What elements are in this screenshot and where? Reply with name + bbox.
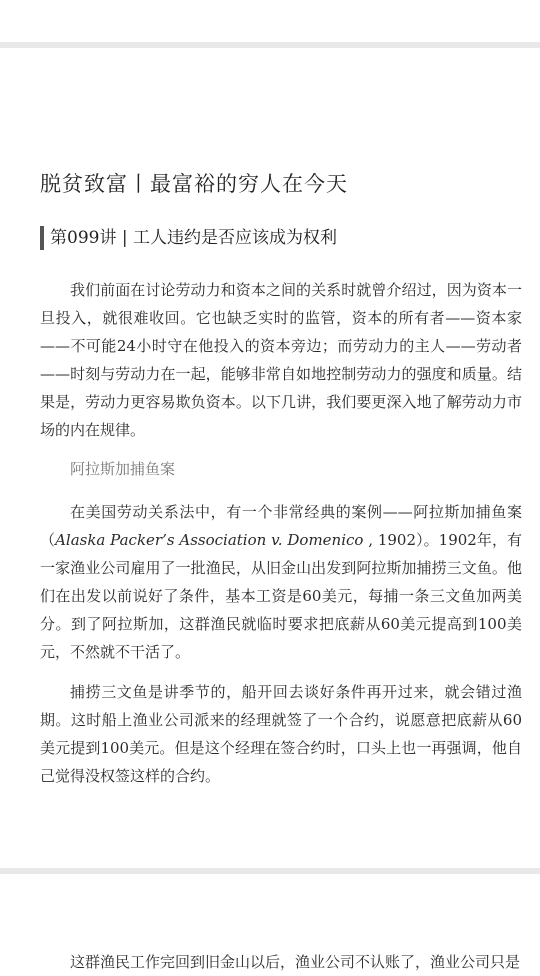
paragraph-1: 我们前面在讨论劳动力和资本之间的关系时就曾介绍过，因为资本一旦投入，就很难收回。它也缺乏实时的监管，资本的所有者——资本家——不可能24小时守在他投入的资本旁边；而劳动力的主人——劳动者——时刻与劳动力在一起，能够非常自如地控制劳动力的强度和质量。结果是，劳动力更容易欺负资本。以下几讲，我们要更深入地了解劳动力市场的内在规律。 [40,281,522,439]
page-divider-bottom [0,868,540,874]
case-name: Alaska Packer’s Association v. Domenico [55,531,364,549]
chapter-title: 第099讲 | 工人违约是否应该成为权利 [40,226,337,250]
paragraph-2 [40,498,522,666]
paragraph-4: 这群渔民工作完回到旧金山以后，渔业公司不认账了，渔业公司只是 [70,953,521,971]
paragraph-2-end: , 1902）。1902年，有一家渔业公司雇用了一批渔民，从旧金山出发到阿拉斯加捕捞三文鱼。他们在出发以前说好了条件，基本工资是60美元，每捕一条三文鱼加两美分。到了阿拉斯加，这群渔民就临时要求把底薪从60美元提高到100美元，不然就不干活了。 [40,531,522,661]
paragraph-3: 捕捞三文鱼是讲季节的，船开回去谈好条件再开过来，就会错过渔期。这时船上渔业公司派来的经理就签了一个合约，说愿意把底薪从60美元提到100美元。但是这个经理在签合约时，口头上也一再强调，他自己觉得没权签这样的合约。 [40,683,522,785]
paragraph-2-start: 在美国劳动关系法中，有一个非常经典的案例——阿拉斯加捕鱼案（ [40,503,522,549]
page-divider-top [0,42,540,48]
book-title: 脱贫致富丨最富裕的穷人在今天 [40,172,348,196]
section-heading: 阿拉斯加捕鱼案 [70,460,176,478]
